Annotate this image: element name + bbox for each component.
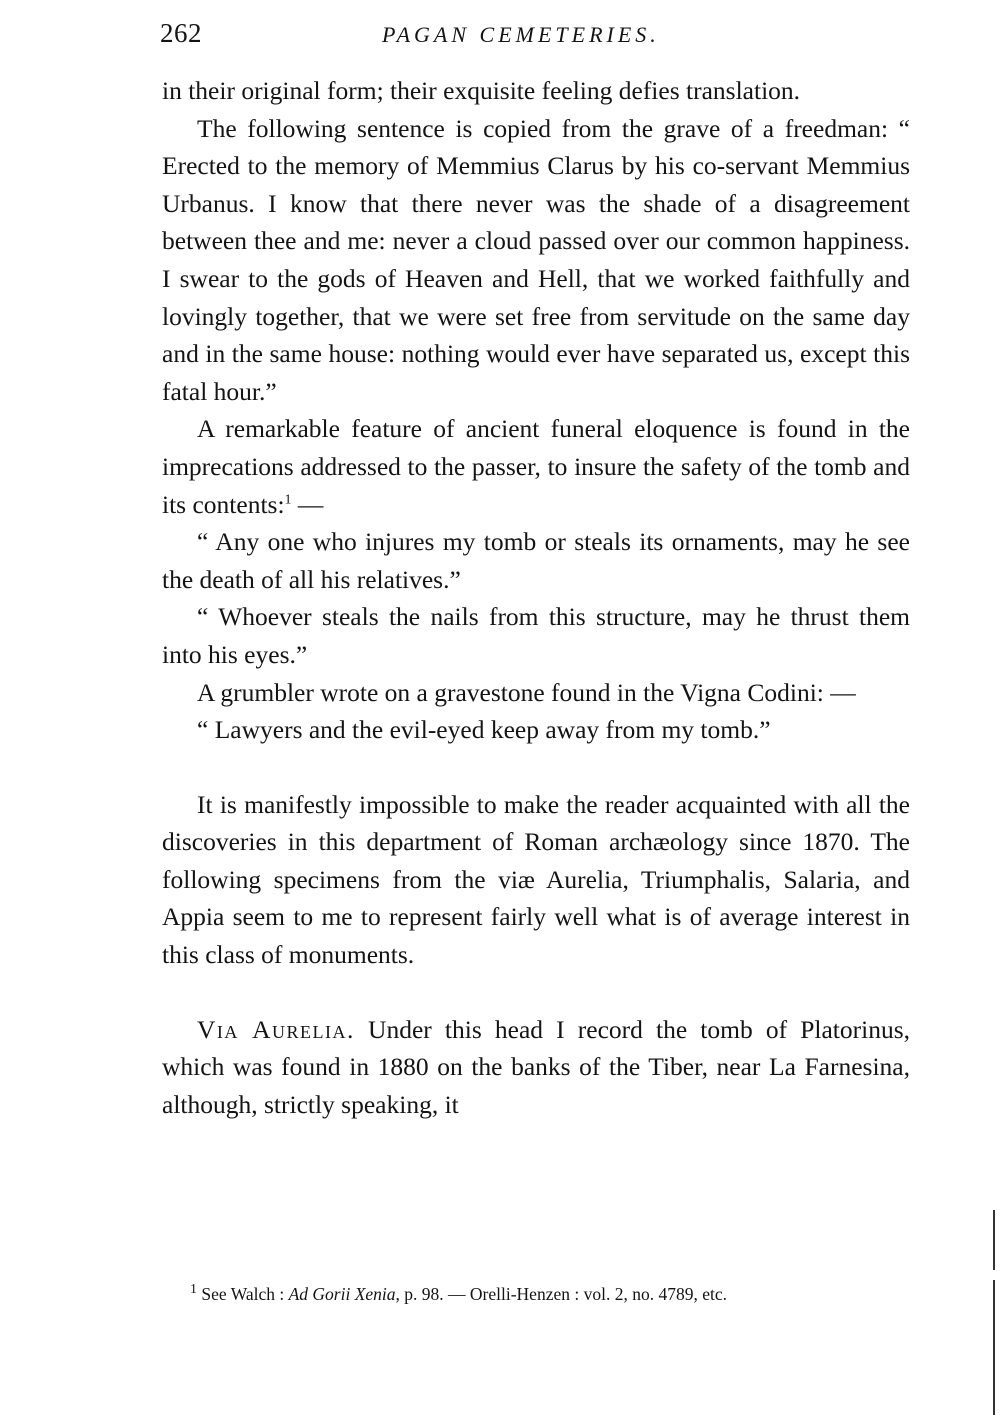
quote-lawyers: “ Lawyers and the evil-eyed keep away from my tomb.” (197, 715, 771, 745)
running-head: PAGAN CEMETERIES. (382, 22, 660, 47)
footnote-marker: 1 (190, 1282, 197, 1298)
page-number: 262 (160, 18, 202, 48)
imprecations-text: A remarkable feature of ancient funeral eloquence is found in the imprecations addressed to the passer, to insure the safety of the tomb and its contents: (162, 414, 910, 519)
footnote (190, 1283, 915, 1305)
footnote-prefix: See Walch : (201, 1284, 289, 1304)
paragraph-imprecations (162, 410, 910, 523)
paragraph-translation: in their original form; their exquisite feeling defies translation. (162, 76, 801, 105)
quote-ornaments: “ Any one who injures my tomb or steals its ornaments, may he see the death of all his relatives.” (162, 527, 910, 594)
footnote-reference: 1 (284, 492, 292, 508)
via-aurelia-text: Under this head I record the tomb of Platorinus, which was found in 1880 on the banks of the Tiber, near La Farnesina, although, strictly speaking, it (162, 1014, 910, 1119)
paragraph-via-aurelia (162, 1011, 910, 1124)
imprecations-dash: — (291, 489, 324, 519)
footnote-title: Ad Gorii Xenia (288, 1284, 396, 1304)
quote-nails: “ Whoever steals the nails from this structure, may he thrust them into his eyes.” (162, 602, 910, 669)
page-header (160, 18, 910, 54)
scan-edge-mark (993, 1210, 995, 1270)
footnote-suffix: , p. 98. — Orelli-Henzen : vol. 2, no. 4789, etc. (395, 1284, 727, 1304)
body-text (162, 72, 910, 1123)
paragraph-discoveries: It is manifestly impossible to make the reader acquainted with all the discoveries in this department of Roman archæology since 1870. The following specimens from the viæ Aurelia, Triumphalis, Salaria, and Appia seem to me to represent fairly well what is of average interest in this class of monuments. (162, 789, 910, 970)
scan-edge-mark (993, 1280, 995, 1415)
paragraph-freedman-epitaph: The following sentence is copied from the grave of a freedman: “ Erected to the memory of Memmius Clarus by his co-servant Memmius Urbanus. I know that there never was the shade of a disagreement between thee and me: never a cloud passed over our common happiness. I swear to the gods of Heaven and Hell, that we worked faithfully and lovingly together, that we were set free from servitude on the same day and in the same house: nothing would ever have separated us, except this fatal hour.” (162, 113, 910, 406)
section-head-via-aurelia: Via Aurelia. (197, 1014, 355, 1044)
paragraph-grumbler: A grumbler wrote on a gravestone found in the Vigna Codini: — (197, 677, 856, 707)
